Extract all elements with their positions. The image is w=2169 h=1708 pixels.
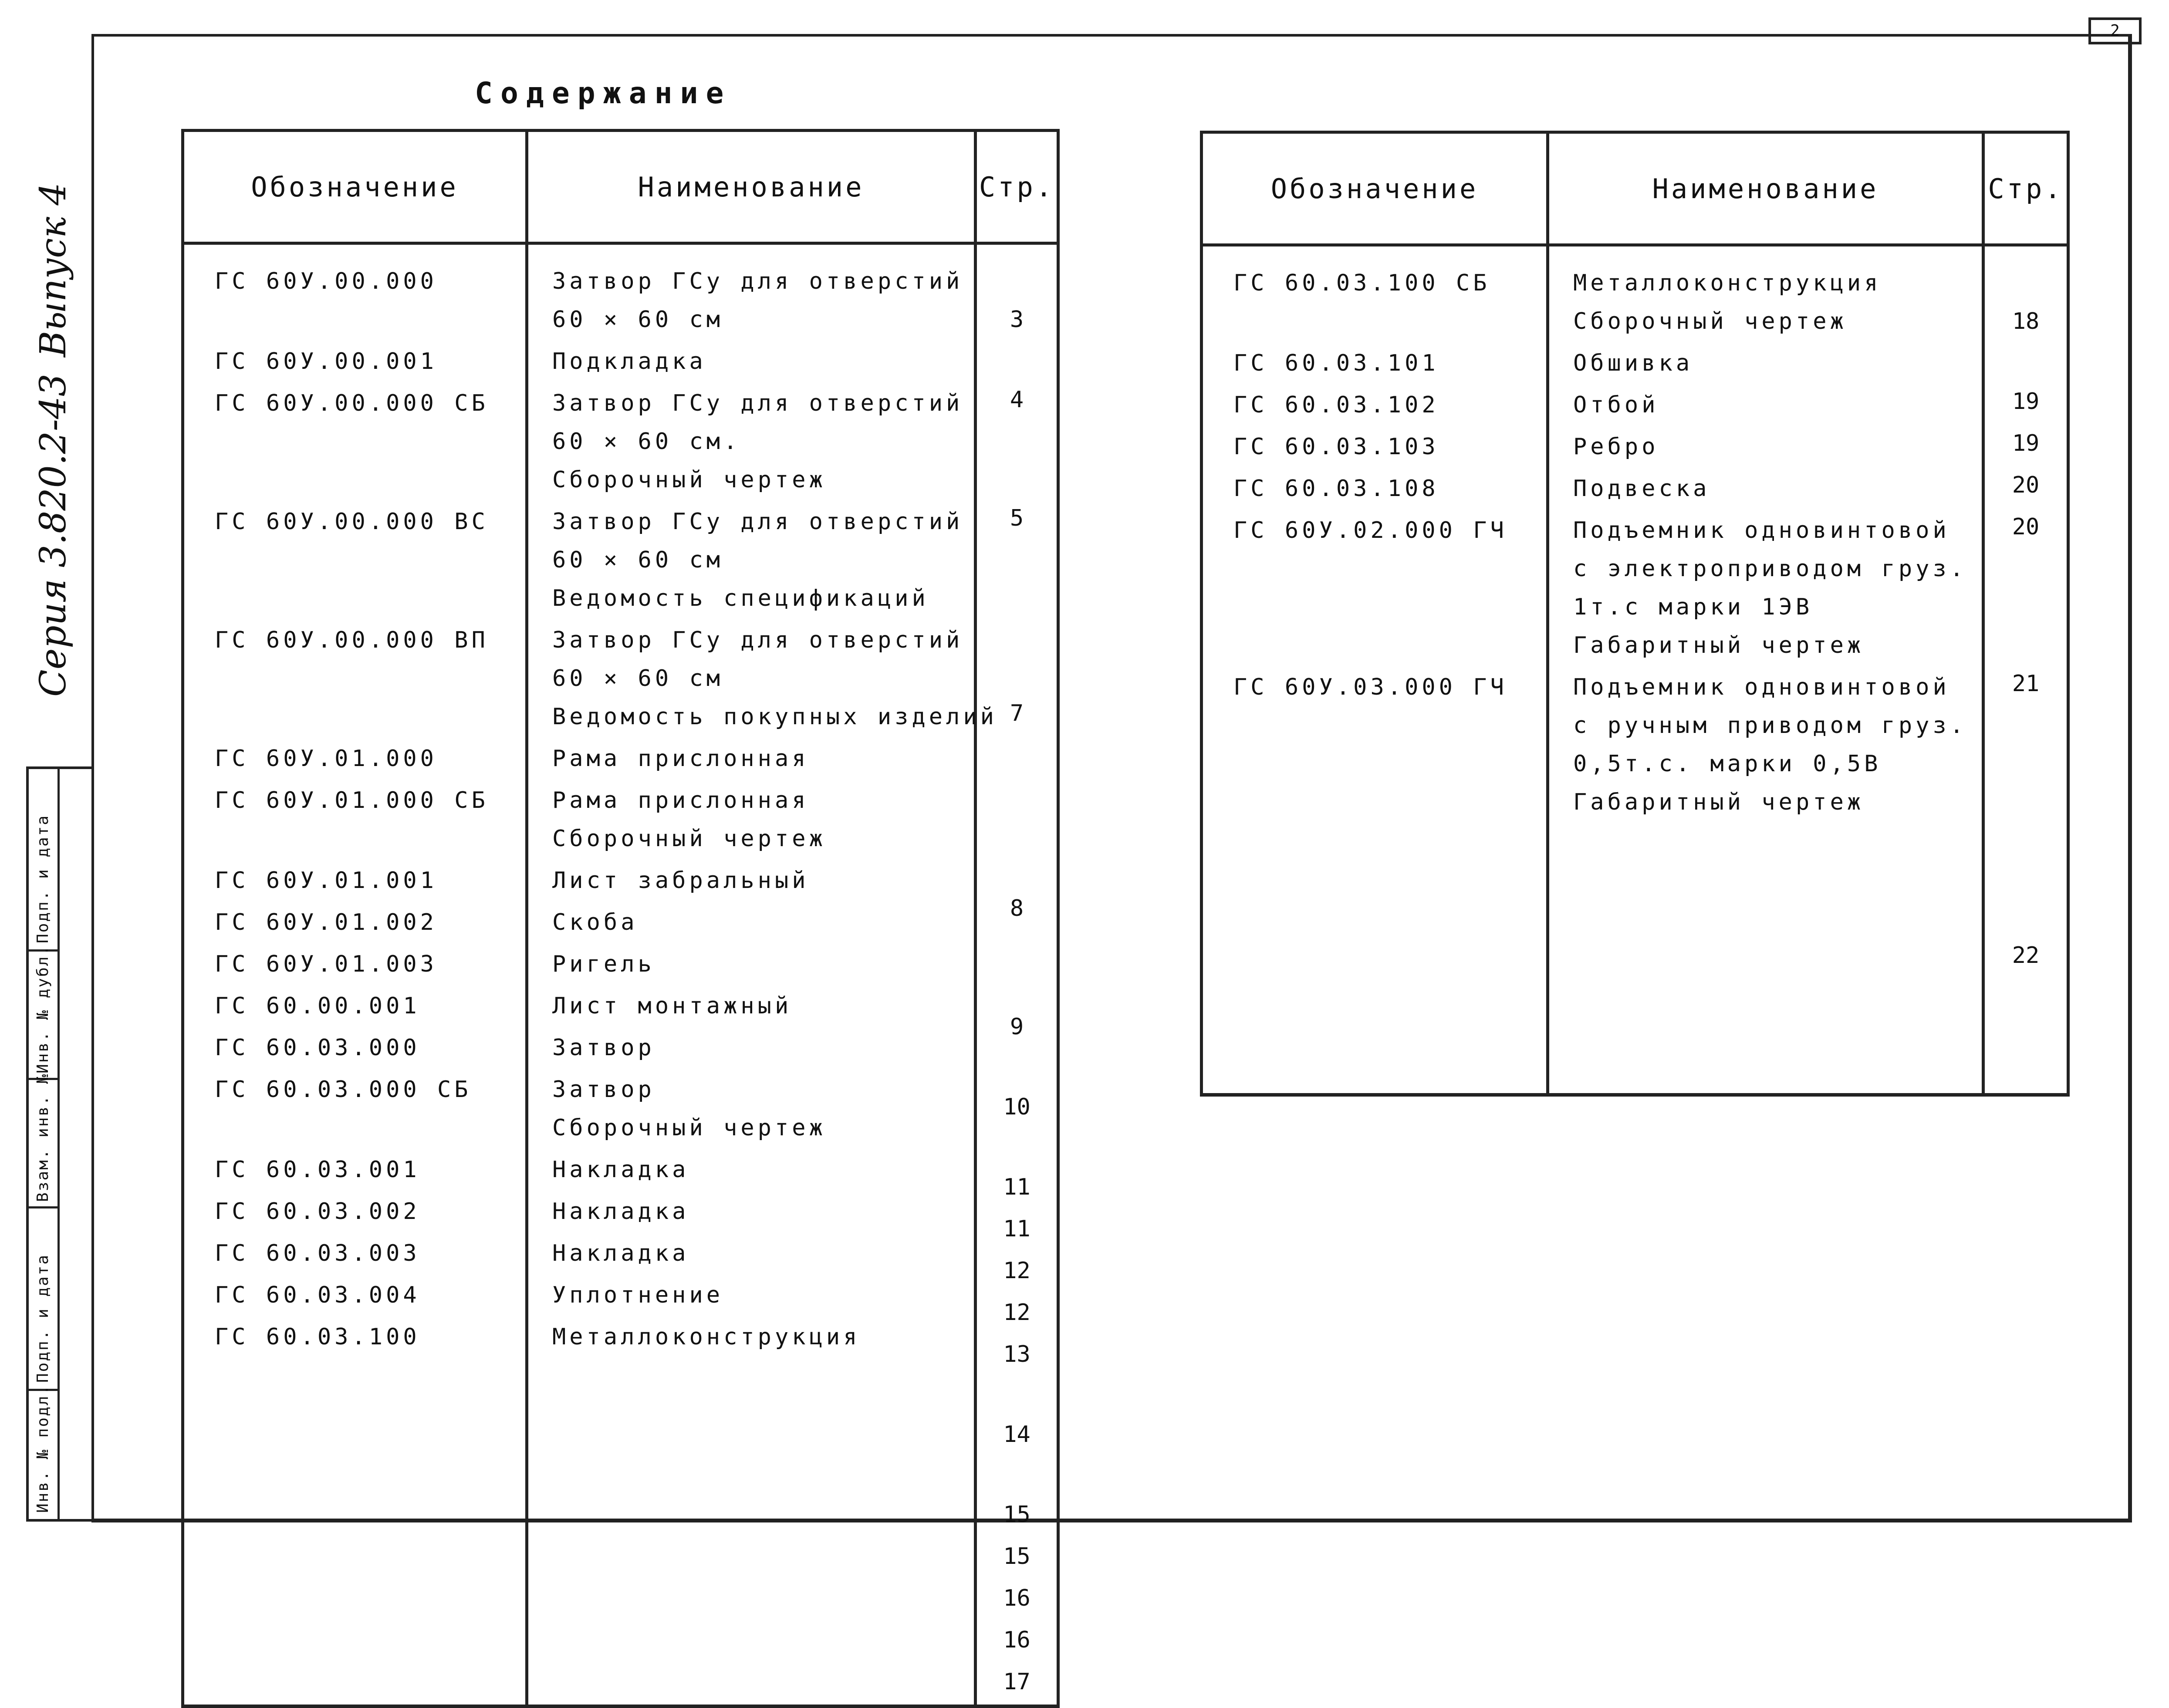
entry-code-cell [1203, 344, 1546, 386]
entry-name-line: Подъемник одновинтовой [1573, 674, 1950, 700]
entry-page: 17 [1003, 1669, 1030, 1695]
entry-code: ГС 60.03.001 [215, 1157, 420, 1183]
issue-label: Выпуск 4 [33, 182, 74, 357]
entry-page: 15 [1003, 1543, 1030, 1570]
entry-page-cell [977, 381, 1057, 422]
name-column [527, 243, 997, 1707]
entry-name-cell [528, 945, 974, 987]
entry-page-cell [977, 499, 1057, 618]
entry-page: 13 [1003, 1341, 1030, 1367]
entry-name-line: с ручным приводом груз. [1573, 712, 1967, 739]
document-title: Содержание [475, 76, 732, 111]
stamp-cell [29, 769, 57, 952]
entry-code: ГС 60.03.004 [215, 1282, 420, 1308]
entry-name-cell [528, 503, 974, 621]
entry-code-cell [184, 384, 525, 503]
entry-name-line: Лист забральный [552, 868, 809, 894]
entry-name-line: с электроприводом груз. [1573, 556, 1967, 582]
stamp-label: Инв. № подл. [34, 1384, 52, 1513]
entry-code: ГС 60У.00.001 [215, 348, 437, 375]
entry-code-cell [184, 945, 525, 987]
entry-name-line: Затвор ГСу для отверстий [552, 390, 963, 416]
entry-page-cell [977, 1210, 1057, 1252]
entry-page: 9 [1010, 1014, 1024, 1040]
header-page: Стр. [1983, 132, 2068, 245]
entry-code: ГС 60У.00.000 ВС [215, 509, 489, 535]
entry-page-cell [977, 1415, 1057, 1495]
entry-name-line: Сборочный чертеж [552, 467, 826, 493]
entry-name-line: Затвор ГСу для отверстий [552, 268, 963, 294]
entry-code: ГС 60У.00.000 СБ [215, 390, 489, 416]
entry-code: ГС 60У.01.000 СБ [215, 787, 489, 813]
entry-code-cell [184, 1234, 525, 1276]
entry-name-line: Ребро [1573, 434, 1659, 460]
entry-name-line: Затвор ГСу для отверстий [552, 627, 963, 653]
stamp-label: Подп. и дата [34, 814, 52, 943]
entry-name-line: Сборочный чертеж [552, 826, 826, 852]
entry-page-cell [977, 889, 1057, 1008]
contents-table-right [1200, 131, 2070, 1097]
entry-code-cell [184, 1029, 525, 1070]
entry-code-cell [1203, 511, 1546, 668]
entry-name-line: Затвор ГСу для отверстий [552, 509, 963, 535]
entry-name-line: 60 × 60 см. [552, 429, 741, 455]
entry-page-cell [977, 1293, 1057, 1335]
entry-name-cell [1549, 668, 1982, 825]
entry-name-cell [1549, 511, 1982, 668]
entry-name-line: 60 × 60 см [552, 307, 724, 333]
entry-name-cell [528, 1070, 974, 1151]
entry-page-cell [1985, 466, 2067, 508]
entry-code-cell [184, 987, 525, 1029]
entry-name-line: 1т.с марки 1ЭВ [1573, 594, 1813, 620]
entry-code: ГС 60У.03.000 ГЧ [1233, 674, 1507, 700]
entry-page-cell [977, 1537, 1057, 1579]
entry-page-cell [977, 1335, 1057, 1377]
entry-page: 10 [1003, 1094, 1030, 1120]
entry-code: ГС 60.03.100 СБ [1233, 270, 1490, 296]
entry-page: 19 [2012, 430, 2040, 456]
entry-code: ГС 60.00.001 [215, 993, 420, 1019]
entry-page: 5 [1010, 505, 1024, 531]
entry-name-cell [528, 1192, 974, 1234]
entry-page: 4 [1010, 387, 1024, 413]
entry-name-line: Накладка [552, 1157, 689, 1183]
entry-name-line: Габаритный чертеж [1573, 632, 1865, 658]
header-code: Обозначение [183, 131, 527, 243]
entry-code: ГС 60У.01.003 [215, 951, 437, 977]
entry-name-cell [528, 1276, 974, 1318]
entry-name-cell [528, 621, 997, 739]
entry-name-line: 0,5т.с. марки 0,5В [1573, 751, 1882, 777]
entry-name-cell [528, 1029, 974, 1070]
entry-page: 15 [1003, 1502, 1030, 1528]
entry-code-cell [184, 503, 525, 621]
stamp-label: Взам. инв. № [34, 1073, 52, 1202]
entry-page-cell [977, 1088, 1057, 1168]
entry-name-cell [1549, 344, 1982, 386]
entry-name-cell [528, 739, 974, 781]
entry-code: ГС 60У.01.002 [215, 909, 437, 935]
stamp-cell [29, 1073, 57, 1208]
entry-page-cell [1985, 424, 2067, 466]
entry-name-cell [1549, 386, 1982, 428]
entry-name-cell [1549, 469, 1982, 511]
stamp-label: Инв. № дубл. [34, 944, 52, 1073]
entry-page-cell [977, 694, 1057, 813]
entry-code: ГС 60.03.003 [215, 1240, 420, 1266]
entry-name-line: Обшивка [1573, 350, 1693, 376]
entry-name-cell [528, 1151, 974, 1192]
entry-name-cell [528, 1318, 974, 1360]
code-column [183, 243, 527, 1707]
entry-page-cell [1985, 302, 2067, 382]
entry-name-line: Рама прислонная [552, 746, 809, 772]
entry-page: 20 [2012, 514, 2040, 540]
entry-code-cell [184, 781, 525, 861]
entry-name-cell [1549, 428, 1982, 469]
entry-name-line: Уплотнение [552, 1282, 724, 1308]
entry-name-line: Отбой [1573, 392, 1659, 418]
entry-page: 11 [1003, 1174, 1030, 1200]
entry-code: ГС 60У.01.000 [215, 746, 437, 772]
entry-code: ГС 60.03.108 [1233, 476, 1439, 502]
entry-name-cell [1549, 264, 1982, 344]
entry-name-line: Рама прислонная [552, 787, 809, 813]
entry-name-line: Накладка [552, 1198, 689, 1225]
entry-name-line: 60 × 60 см [552, 665, 724, 692]
entry-page: 16 [1003, 1585, 1030, 1611]
entry-page: 14 [1003, 1421, 1030, 1448]
header-code: Обозначение [1202, 132, 1548, 245]
entry-code: ГС 60У.02.000 ГЧ [1233, 517, 1507, 543]
entry-name-line: Подвеска [1573, 476, 1710, 502]
entry-page: 16 [1003, 1627, 1030, 1653]
entry-page: 22 [2012, 942, 2040, 969]
entry-page-cell [977, 1252, 1057, 1293]
entry-code: ГС 60.03.002 [215, 1198, 420, 1225]
entry-page: 12 [1003, 1300, 1030, 1326]
entry-code: ГС 60У.01.001 [215, 868, 437, 894]
entry-name-cell [528, 384, 974, 503]
entry-code-cell [184, 903, 525, 945]
entry-name-line: Подкладка [552, 348, 706, 375]
entry-name-line: Подъемник одновинтовой [1573, 517, 1950, 543]
contents-table-left [181, 129, 1060, 1708]
entry-page-cell [977, 1663, 1057, 1705]
entry-name-cell [528, 342, 974, 384]
entry-name-line: Металлоконструкция [1573, 270, 1882, 296]
entry-page-cell [977, 300, 1057, 381]
entry-page: 18 [2012, 308, 2040, 334]
entry-name-line: Затвор [552, 1035, 655, 1061]
entry-page-cell [977, 1579, 1057, 1621]
entry-page: 12 [1003, 1258, 1030, 1284]
entry-code-cell [184, 1276, 525, 1318]
entry-code-cell [1203, 469, 1546, 511]
entry-code: ГС 60У.00.000 ВП [215, 627, 489, 653]
entry-name-line: Лист монтажный [552, 993, 792, 1019]
entry-page-cell [1985, 936, 2067, 1093]
entry-code: ГС 60.03.000 [215, 1035, 420, 1061]
entry-page: 11 [1003, 1216, 1030, 1242]
entry-code-cell [184, 1318, 525, 1360]
code-column [1202, 245, 1548, 1095]
entry-page-cell [977, 1495, 1057, 1537]
entry-code-cell [184, 621, 525, 739]
stamp-cell [29, 944, 57, 1080]
entry-page: 8 [1010, 895, 1024, 922]
page-number: 2 [2088, 17, 2142, 44]
header-name: Наименование [1548, 132, 1983, 245]
entry-name-line: Сборочный чертеж [552, 1115, 826, 1141]
entry-name-line: Металлоконструкция [552, 1324, 861, 1350]
stamp-column [29, 769, 60, 1519]
entry-code: ГС 60.03.102 [1233, 392, 1439, 418]
stamp-cell [29, 1384, 57, 1517]
entry-page-cell [1985, 382, 2067, 424]
series-label: Серия 3.820.2-43 [33, 374, 74, 697]
name-column [1548, 245, 1983, 1095]
entry-page-cell [977, 1168, 1057, 1210]
entry-page-cell [977, 1008, 1057, 1050]
entry-name-line: 60 × 60 см [552, 547, 724, 573]
entry-name-cell [528, 903, 974, 945]
entry-name-line: Ведомость покупных изделий [552, 704, 997, 730]
entry-page: 19 [2012, 388, 2040, 415]
entry-page: 7 [1010, 700, 1024, 726]
entry-name-line: Сборочный чертеж [1573, 308, 1847, 334]
stamp-label: Подп. и дата [34, 1253, 52, 1383]
entry-name-cell [528, 262, 974, 342]
entry-name-line: Скоба [552, 909, 638, 935]
entry-code-cell [184, 1151, 525, 1192]
entry-page-cell [977, 1621, 1057, 1663]
entry-name-line: Затвор [552, 1077, 655, 1103]
header-page: Стр. [976, 131, 1058, 243]
side-stamp [26, 766, 94, 1522]
entry-code-cell [184, 739, 525, 781]
entry-page: 3 [1010, 307, 1024, 333]
entry-code-cell [184, 1070, 525, 1151]
entry-code-cell [1203, 386, 1546, 428]
entry-name-line: Ригель [552, 951, 655, 977]
entry-page: 20 [2012, 472, 2040, 498]
page-column [1983, 245, 2068, 1095]
entry-name-line: Ведомость спецификаций [552, 585, 929, 611]
header-name: Наименование [527, 131, 976, 243]
entry-code-cell [1203, 668, 1546, 825]
page-column [976, 243, 1058, 1707]
entry-page-cell [1985, 508, 2067, 550]
entry-code-cell [184, 342, 525, 384]
entry-name-cell [528, 987, 974, 1029]
entry-name-cell [528, 781, 974, 861]
entry-name-line: Габаритный чертеж [1573, 789, 1865, 815]
entry-code: ГС 60.03.103 [1233, 434, 1439, 460]
entry-code-cell [184, 1192, 525, 1234]
entry-name-cell [528, 1234, 974, 1276]
entry-page: 21 [2012, 671, 2040, 697]
stamp-cell [29, 1208, 57, 1391]
entry-code: ГС 60.03.000 СБ [215, 1077, 472, 1103]
entry-code-cell [184, 262, 525, 342]
entry-page-cell [1985, 665, 2067, 821]
entry-name-cell [528, 861, 974, 903]
entry-code: ГС 60.03.101 [1233, 350, 1439, 376]
entry-code-cell [1203, 264, 1546, 344]
entry-code-cell [1203, 428, 1546, 469]
entry-code-cell [184, 861, 525, 903]
entry-code: ГС 60.03.100 [215, 1324, 420, 1350]
entry-code: ГС 60У.00.000 [215, 268, 437, 294]
entry-name-line: Накладка [552, 1240, 689, 1266]
